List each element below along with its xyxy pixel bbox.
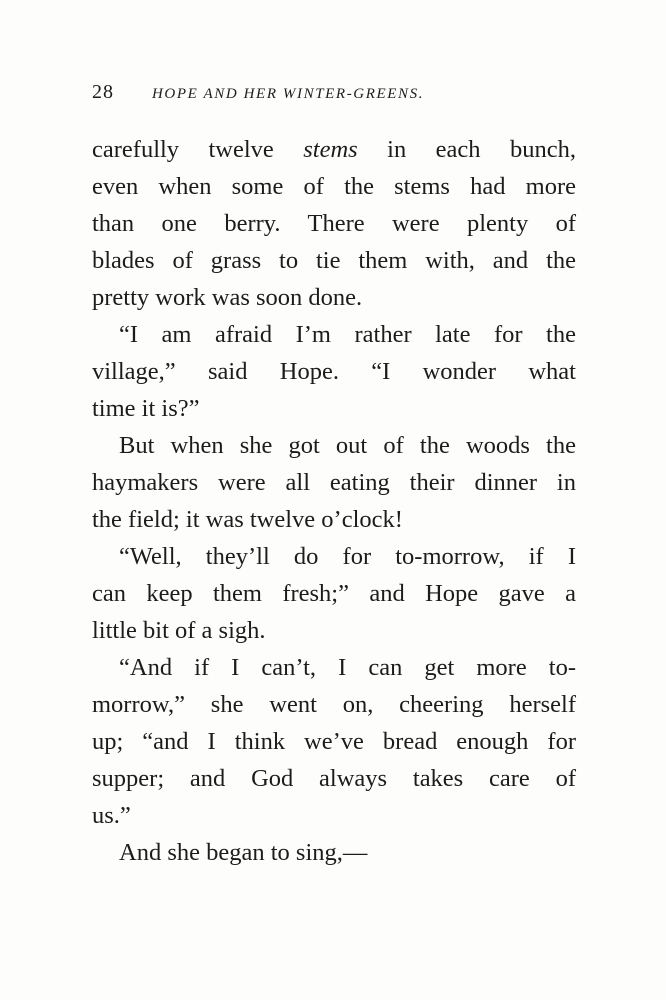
text-line: village,” said Hope. “I wonder what: [92, 358, 576, 385]
text-line: And she began to sing,—: [119, 839, 368, 866]
text-line: “Well, they’ll do for to-morrow, if I: [119, 543, 576, 570]
text-line: little bit of a sigh.: [92, 617, 266, 644]
text-line: But when she got out of the woods the: [119, 432, 576, 459]
running-head: [92, 80, 582, 106]
text-line: carefully twelve stems in each bunch,: [92, 136, 576, 163]
text-line: “And if I can’t, I can get more to-: [119, 654, 576, 681]
page-number: 28: [92, 81, 114, 103]
text-line: up; “and I think we’ve bread enough for: [92, 728, 576, 755]
text-line: even when some of the stems had more: [92, 173, 576, 200]
text-line: haymakers were all eating their dinner in: [92, 469, 576, 496]
text-line: supper; and God always takes care of: [92, 765, 576, 792]
text-line: morrow,” she went on, cheering herself: [92, 691, 576, 718]
text-line: can keep them fresh;” and Hope gave a: [92, 580, 576, 607]
text-line: time it is?”: [92, 395, 200, 422]
text-line: the field; it was twelve o’clock!: [92, 506, 403, 533]
text-line: than one berry. There were plenty of: [92, 210, 576, 237]
text-line: blades of grass to tie them with, and the: [92, 247, 576, 274]
emphasis: stems: [303, 136, 358, 163]
text-line: us.”: [92, 802, 131, 829]
text-line: pretty work was soon done.: [92, 284, 363, 311]
text-line: “I am afraid I’m rather late for the: [119, 321, 576, 348]
body-text: [92, 131, 576, 871]
running-title: HOPE AND HER WINTER-GREENS.: [152, 86, 425, 102]
